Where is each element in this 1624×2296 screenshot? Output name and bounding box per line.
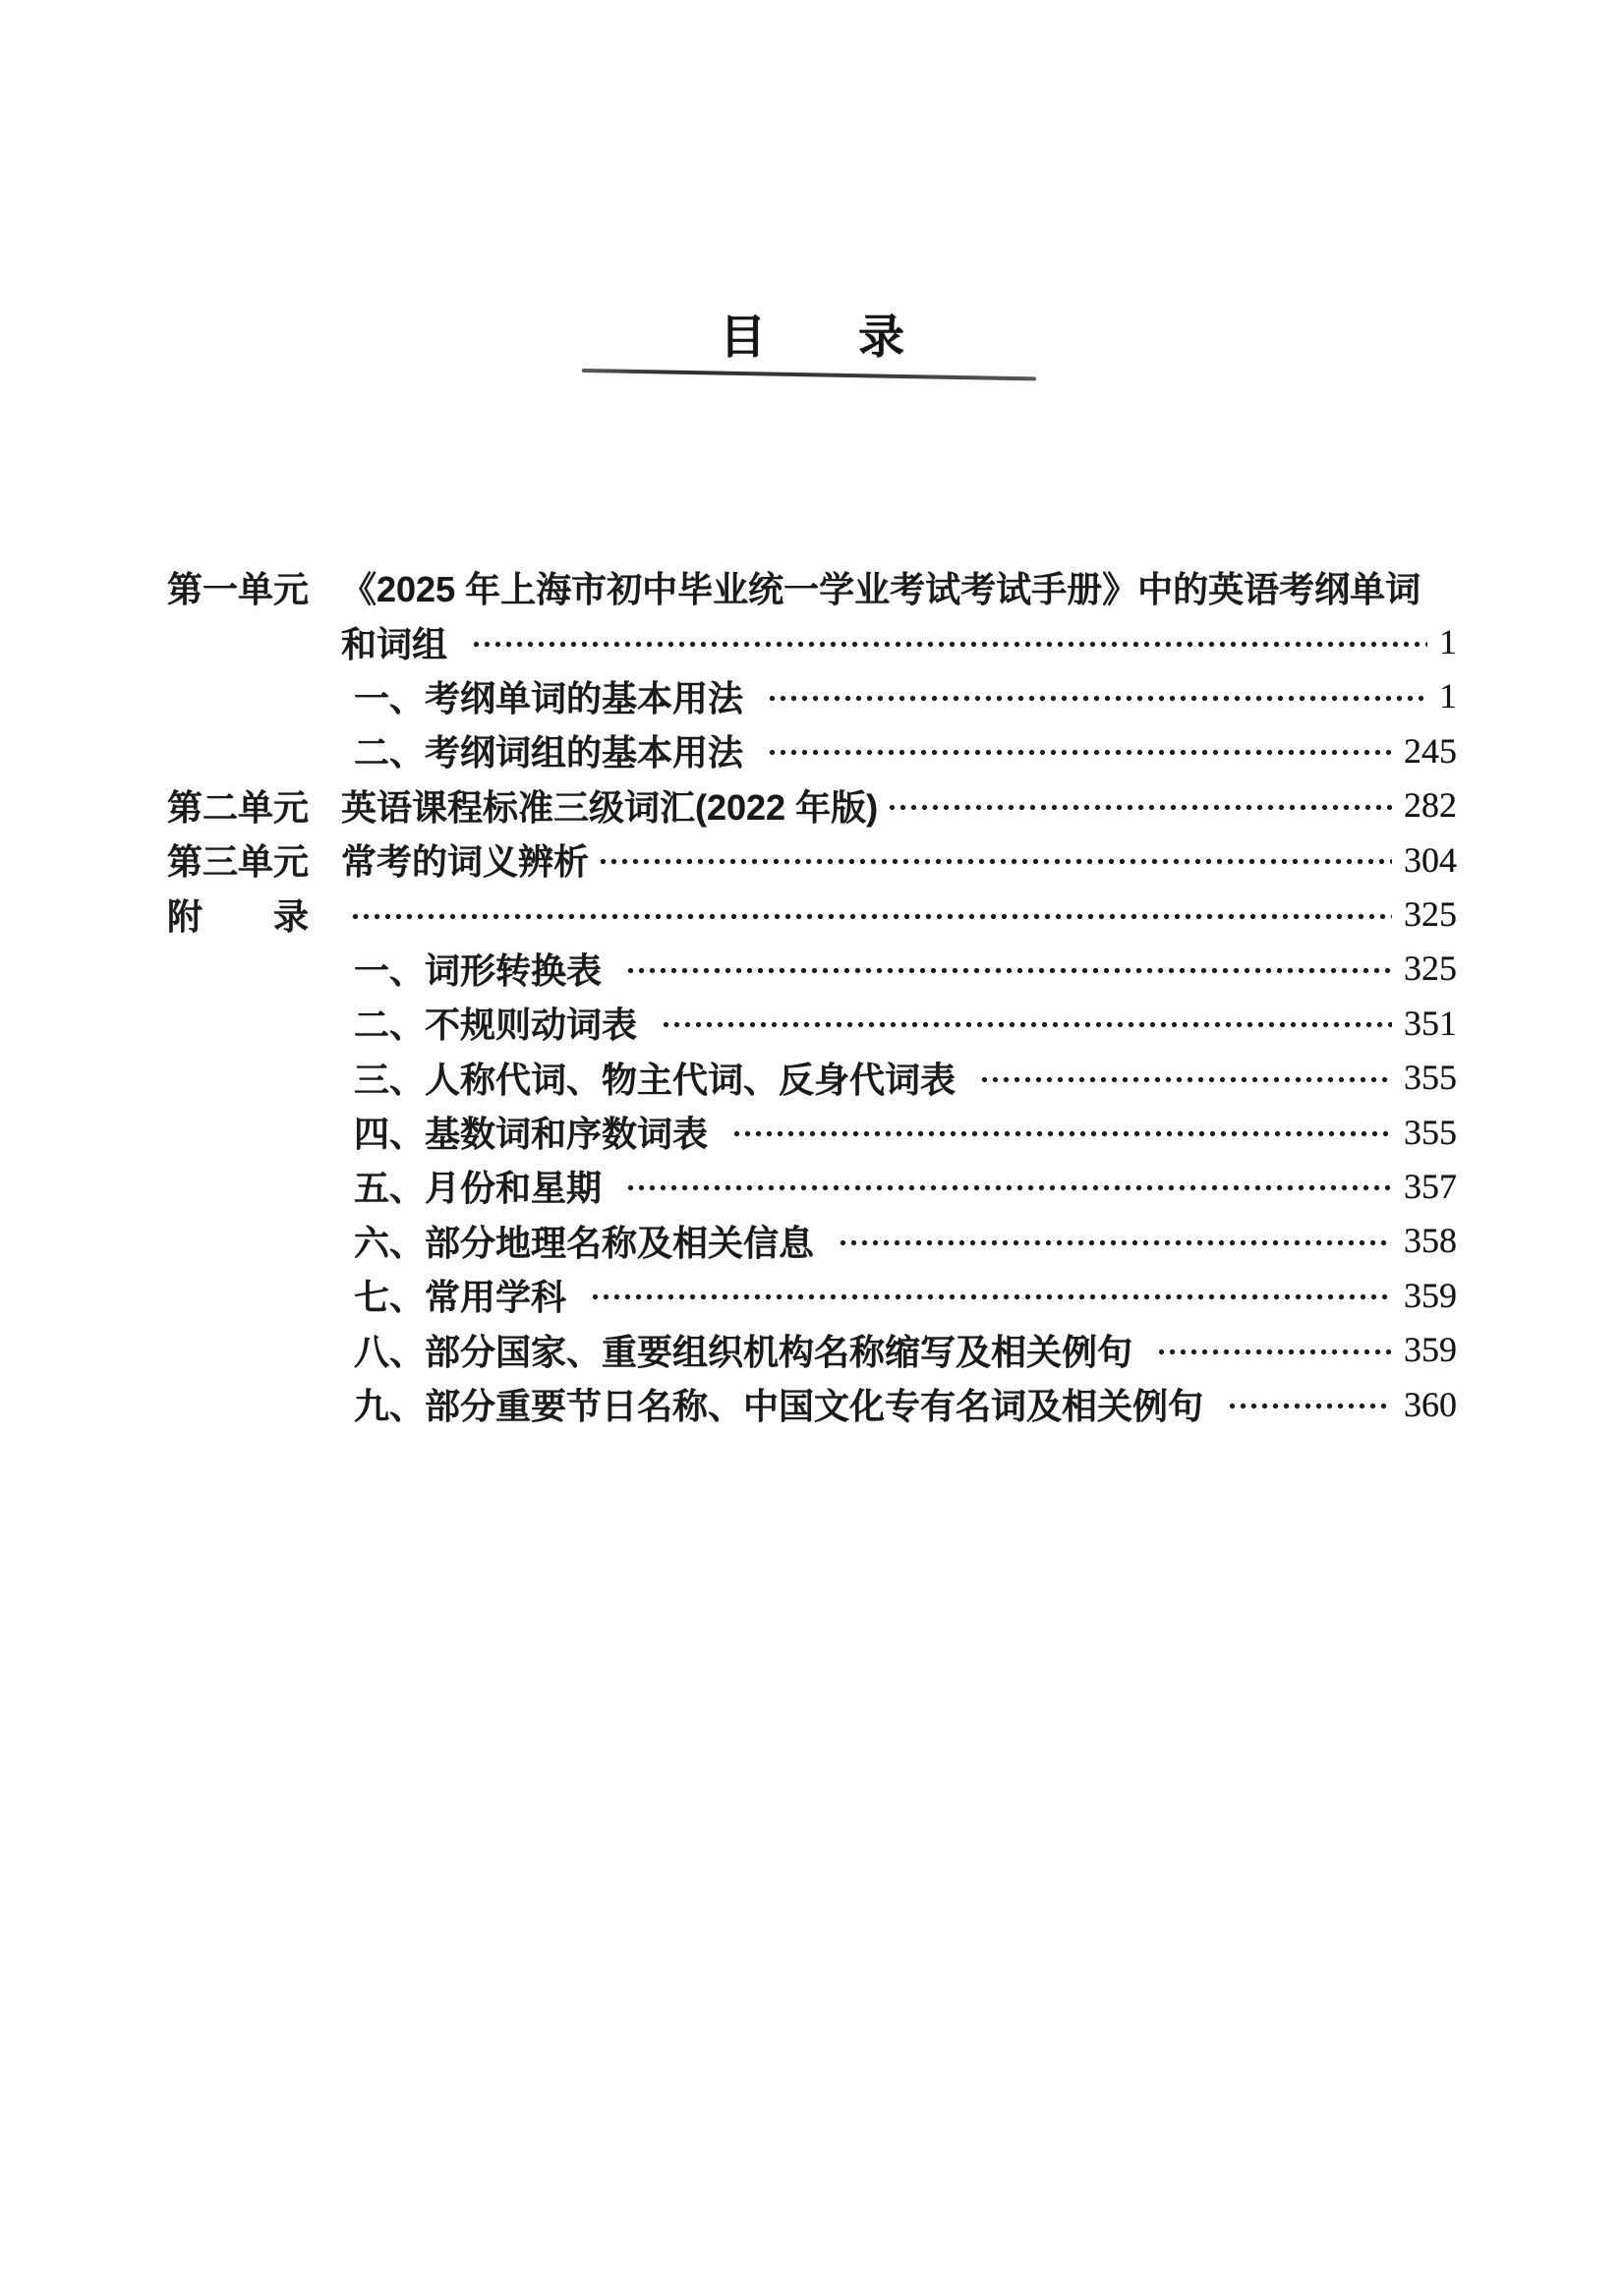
toc-page-number: 357 (1404, 1166, 1457, 1206)
toc-row (167, 1268, 1457, 1322)
toc-entry-text: 三、人称代词、物主代词、反身代词表 (354, 1059, 957, 1100)
toc-entry-text: 和词组 (341, 623, 448, 664)
dot-leader (887, 778, 1392, 832)
toc-entry-text: 二、考纲词组的基本用法 (354, 732, 744, 774)
dot-leader (661, 996, 1392, 1050)
toc-entry-text: 二、不规则动词表 (354, 1004, 638, 1046)
toc-page-number: 245 (1404, 730, 1457, 771)
toc-unit-label: 附 录 (167, 895, 310, 937)
toc-row (167, 1105, 1457, 1159)
toc-page-number: 355 (1404, 1058, 1457, 1098)
toc-page-number: 1 (1439, 676, 1457, 717)
toc-row (167, 778, 1457, 832)
dot-leader (838, 1214, 1392, 1268)
toc-page-number: 351 (1404, 1003, 1457, 1043)
toc-entry-text: 一、词形转换表 (354, 949, 603, 991)
toc-page-number: 325 (1404, 894, 1457, 935)
toc-unit-label: 第二单元 (167, 786, 310, 828)
toc-entry-text: 一、考纲单词的基本用法 (354, 677, 744, 718)
toc-entry-text: 七、常用学科 (354, 1277, 567, 1318)
toc-unit-label: 第一单元 (167, 569, 310, 610)
toc-entry-text: 九、部分重要节日名称、中国文化专有名词及相关例句 (354, 1386, 1204, 1427)
toc-row (167, 887, 1457, 941)
toc-page-number: 1 (1439, 622, 1457, 662)
toc-page-number: 355 (1404, 1112, 1457, 1152)
toc-entry-text: 英语课程标准三级词汇(2022 年版) (341, 786, 879, 828)
title-underline (582, 369, 1036, 380)
dot-leader (625, 1159, 1392, 1213)
toc-entry-text: 四、基数词和序数词表 (354, 1114, 709, 1155)
toc-row (167, 1377, 1457, 1431)
toc-row (167, 1214, 1457, 1268)
toc-row (167, 614, 1457, 668)
toc-row (167, 1159, 1457, 1213)
dot-leader (598, 832, 1392, 887)
toc-unit-label: 第三单元 (167, 841, 310, 883)
toc-row (167, 996, 1457, 1050)
page-title: 目 录 (720, 311, 904, 363)
toc-entry-text: 六、部分地理名称及相关信息 (354, 1222, 815, 1263)
toc-row (167, 723, 1457, 777)
toc-entry-text: 五、月份和星期 (354, 1168, 603, 1209)
dot-leader (590, 1268, 1392, 1322)
toc-row (167, 669, 1457, 723)
toc-page-number: 359 (1404, 1275, 1457, 1315)
toc-row (167, 1051, 1457, 1105)
toc-page-number: 304 (1404, 839, 1457, 880)
dot-leader (471, 614, 1427, 668)
toc-entry-text: 《2025 年上海市初中毕业统一学业考试考试手册》中的英语考纲单词 (341, 569, 1421, 610)
toc-row (167, 942, 1457, 996)
toc-entry-text: 常考的词义辨析 (341, 841, 590, 883)
dot-leader (1156, 1322, 1392, 1376)
table-of-contents (167, 560, 1457, 1431)
toc-row (167, 1322, 1457, 1376)
toc-page-number: 359 (1404, 1330, 1457, 1370)
dot-leader (350, 887, 1392, 941)
toc-page-number: 360 (1404, 1384, 1457, 1424)
toc-row (167, 560, 1457, 614)
dot-leader (625, 942, 1392, 996)
dot-leader (731, 1105, 1392, 1159)
toc-entry-text: 八、部分国家、重要组织机构名称缩写及相关例句 (354, 1331, 1133, 1372)
toc-page-number: 282 (1404, 785, 1457, 826)
dot-leader (767, 723, 1392, 777)
toc-page-number: 325 (1404, 948, 1457, 989)
toc-row (167, 832, 1457, 887)
dot-leader (767, 669, 1427, 723)
dot-leader (979, 1051, 1392, 1105)
dot-leader (1227, 1377, 1392, 1431)
toc-page-number: 358 (1404, 1221, 1457, 1261)
